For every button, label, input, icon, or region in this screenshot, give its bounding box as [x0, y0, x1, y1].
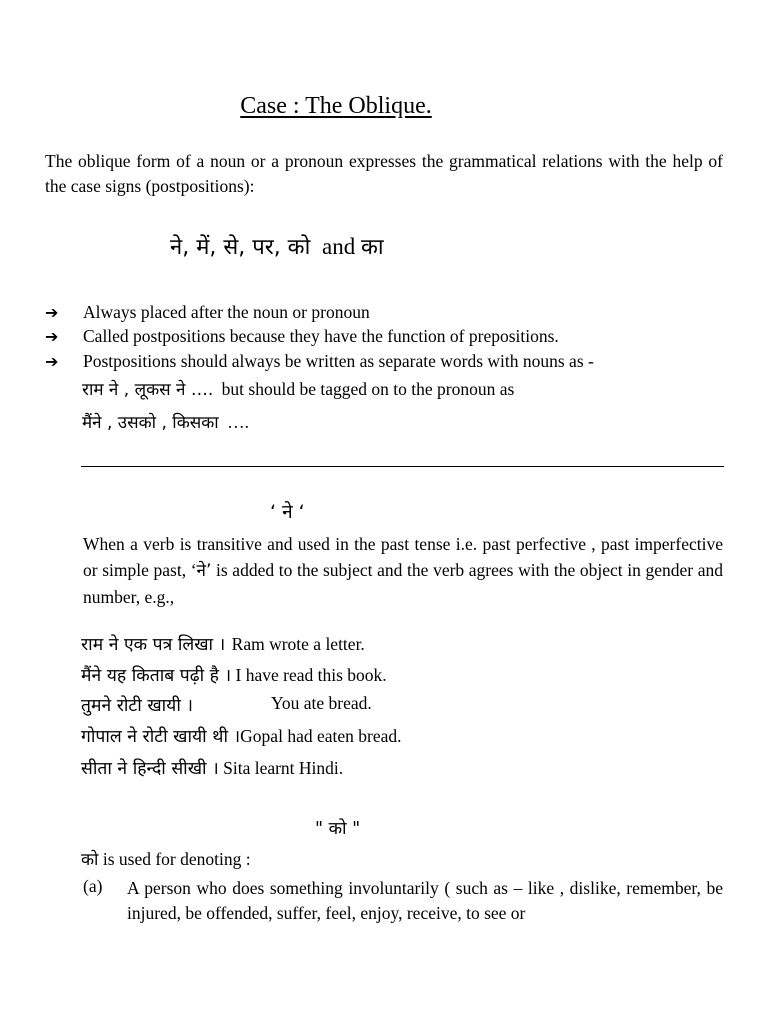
pronoun-examples-hindi: मैंने , उसको , किसका	[82, 413, 219, 433]
ne-example-5	[81, 756, 343, 780]
ko-section-heading: " को "	[315, 819, 361, 839]
ne-example-english: Ram wrote a letter.	[231, 634, 365, 654]
ko-intro-line	[81, 847, 251, 870]
noun-examples-english: but should be tagged on to the pronoun as	[221, 379, 515, 399]
pronoun-examples-ellipsis: ….	[227, 412, 249, 432]
ko-item-text: A person who does something involuntarily ( such as – like , dislike, remember, be injured, be offended, suffer, feel, enjoy, receive, to see or	[127, 878, 723, 923]
noun-examples-hindi: राम ने , लूकस ने ….	[82, 380, 214, 400]
ne-example-hindi: राम ने एक पत्र लिखा ।	[81, 635, 226, 655]
ne-example-hindi: गोपाल ने रोटी खायी थी ।	[81, 727, 241, 747]
case-signs-and: and	[322, 234, 356, 259]
ne-example-2	[81, 663, 387, 687]
ne-para-marker: ने’	[196, 561, 212, 581]
noun-examples-line	[82, 377, 514, 400]
ne-example-english: You ate bread.	[271, 693, 372, 713]
bullet-item-1	[45, 302, 370, 323]
intro-paragraph: The oblique form of a noun or a pronoun expresses the grammatical relations with the help of the case signs (postpositions):	[45, 151, 723, 196]
ne-example-english: Gopal had eaten bread.	[240, 726, 402, 746]
bullet-text-3: Postpositions should always be written as separate words with nouns as -	[83, 351, 594, 371]
ko-intro-english: is used for denoting :	[102, 849, 251, 869]
page-title: Case : The Oblique.	[240, 93, 432, 119]
case-signs-line	[170, 231, 384, 261]
arrow-right-icon: ➔	[45, 303, 59, 322]
bullet-text-2: Called postpositions because they have the function of prepositions.	[83, 326, 559, 346]
case-signs-hindi: ने, में, से, पर, को	[170, 235, 311, 260]
ne-example-hindi: मैंने यह किताब पढ़ी है ।	[81, 666, 232, 686]
section-divider	[81, 466, 724, 467]
ko-item-marker: (a)	[83, 876, 103, 896]
ne-example-english: Sita learnt Hindi.	[223, 758, 344, 778]
ne-para-before: When a verb is transitive and used in the past tense i.e. past perfective , past imperfective or simple past, ‘	[83, 534, 723, 580]
ne-para-after: is added to the subject and the verb agrees with the object in gender and number, e.g.,	[83, 560, 723, 607]
ne-example-english: I have read this book.	[235, 665, 387, 685]
ne-example-4	[81, 724, 401, 748]
ne-example-3	[81, 693, 372, 717]
bullet-text-1: Always placed after the noun or pronoun	[83, 302, 370, 322]
ne-example-hindi: तुमने रोटी खायी ।	[81, 696, 194, 716]
bullet-item-2	[45, 326, 559, 347]
ne-example-hindi: सीता ने हिन्दी सीखी ।	[81, 759, 219, 779]
ne-section-paragraph	[83, 531, 723, 610]
pronoun-examples-line	[82, 410, 249, 433]
arrow-right-icon: ➔	[45, 327, 59, 346]
arrow-right-icon: ➔	[45, 352, 59, 371]
ne-section-heading: ‘ ने ‘	[270, 501, 305, 523]
case-signs-last: का	[361, 235, 384, 260]
bullet-item-3	[45, 351, 594, 372]
ko-intro-hindi: को	[81, 850, 99, 870]
ne-example-1	[81, 632, 365, 656]
